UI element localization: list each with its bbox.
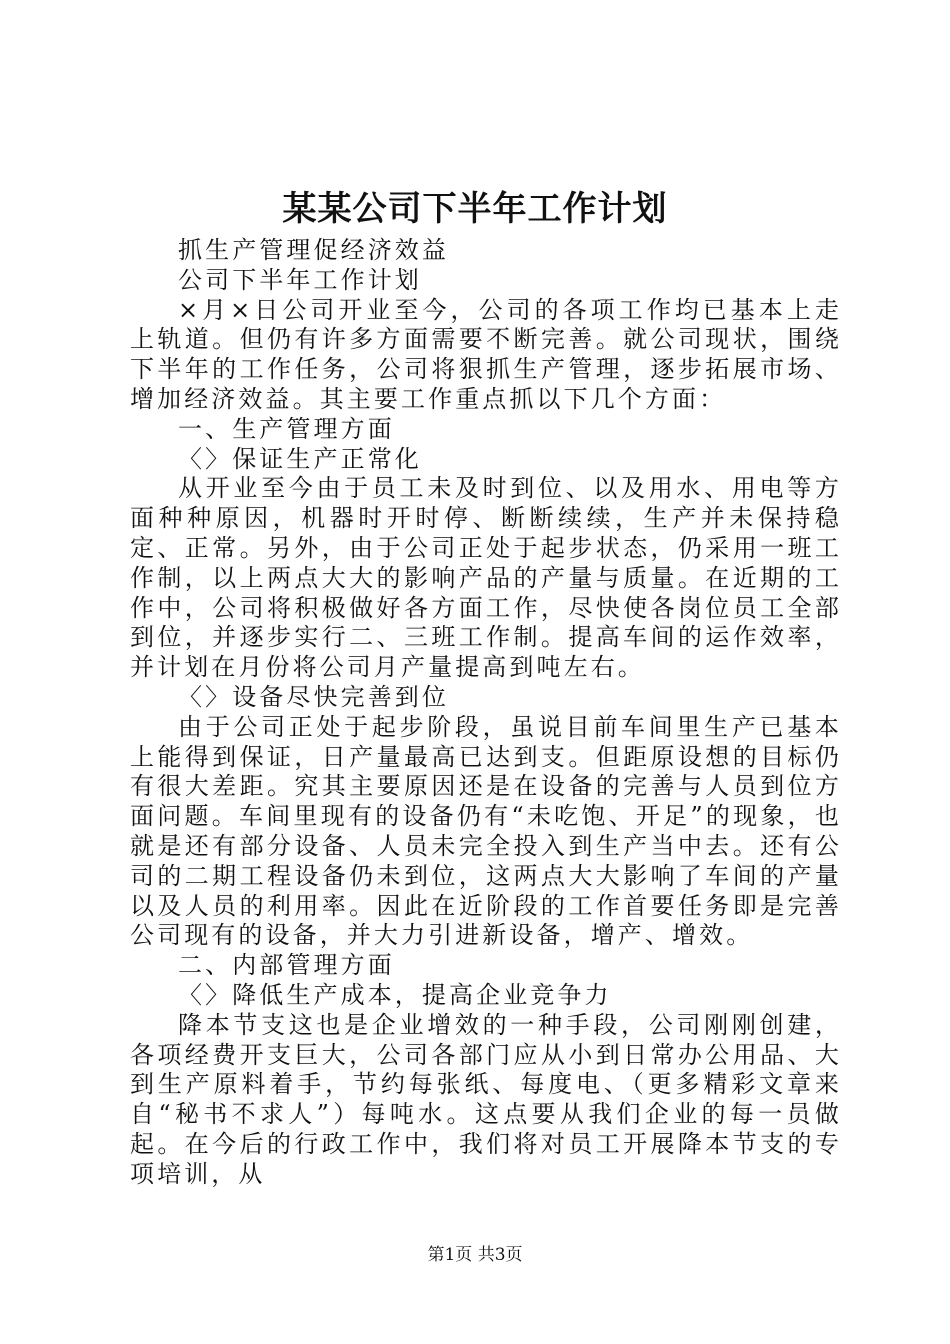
- section-heading: 二、内部管理方面: [178, 951, 395, 980]
- subtitle-line: 公司下半年工作计划: [178, 265, 422, 294]
- body-paragraph: 从开业至今由于员工未及时到位、以及用水、用电等方面种种原因，机器时开时停、断断续续，生产并未保持稳定、正常。另外，由于公司正处于起步状态，仍采用一班工作制，以上两点大大的影响产品的产量与质量。在近期的工作中，公司将积极做好各方面工作，尽快使各岗位员工全部到位，并逐步实行二、三班工作制。提高车间的运作效率，并计划在月份将公司月产量提高到吨左右。: [130, 474, 842, 682]
- body-paragraph: ×月×日公司开业至今，公司的各项工作均已基本上走上轨道。但仍有许多方面需要不断完善。就公司现状，围绕下半年的工作任务，公司将狠抓生产管理，逐步拓展市场、增加经济效益。其主要工作重点抓以下几个方面：: [130, 295, 842, 413]
- document-title: 某某公司下半年工作计划: [282, 189, 668, 229]
- subsection-heading: 〈〉设备尽快完善到位: [178, 682, 449, 711]
- body-paragraph: 降本节支这也是企业增效的一种手段，公司刚刚创建，各项经费开支巨大，公司各部门应从小到日常办公用品、大到生产原料着手，节约每张纸、每度电、（更多精彩文章来自“秘书不求人”）每吨水。这点要从我们企业的每一员做起。在今后的行政工作中，我们将对员工开展降本节支的专项培训，从: [130, 1010, 842, 1188]
- document-body: [130, 236, 842, 1190]
- subsection-heading: 〈〉保证生产正常化: [178, 444, 422, 473]
- subtitle-line: 抓生产管理促经济效益: [178, 236, 449, 264]
- subsection-heading: 〈〉降低生产成本，提高企业竞争力: [178, 980, 612, 1009]
- body-paragraph: 由于公司正处于起步阶段，虽说目前车间里生产已基本上能得到保证，日产量最高已达到支。但距原设想的目标仍有很大差距。究其主要原因还是在设备的完善与人员到位方面问题。车间里现有的设备仍有“未吃饱、开足”的现象，也就是还有部分设备、人员未完全投入到生产当中去。还有公司的二期工程设备仍未到位，这两点大大影响了车间的产量以及人员的利用率。因此在近阶段的工作首要任务即是完善公司现有的设备，并大力引进新设备，增产、增效。: [130, 712, 842, 950]
- page-footer: 第1页 共3页: [427, 1245, 523, 1265]
- section-heading: 一、生产管理方面: [178, 414, 395, 443]
